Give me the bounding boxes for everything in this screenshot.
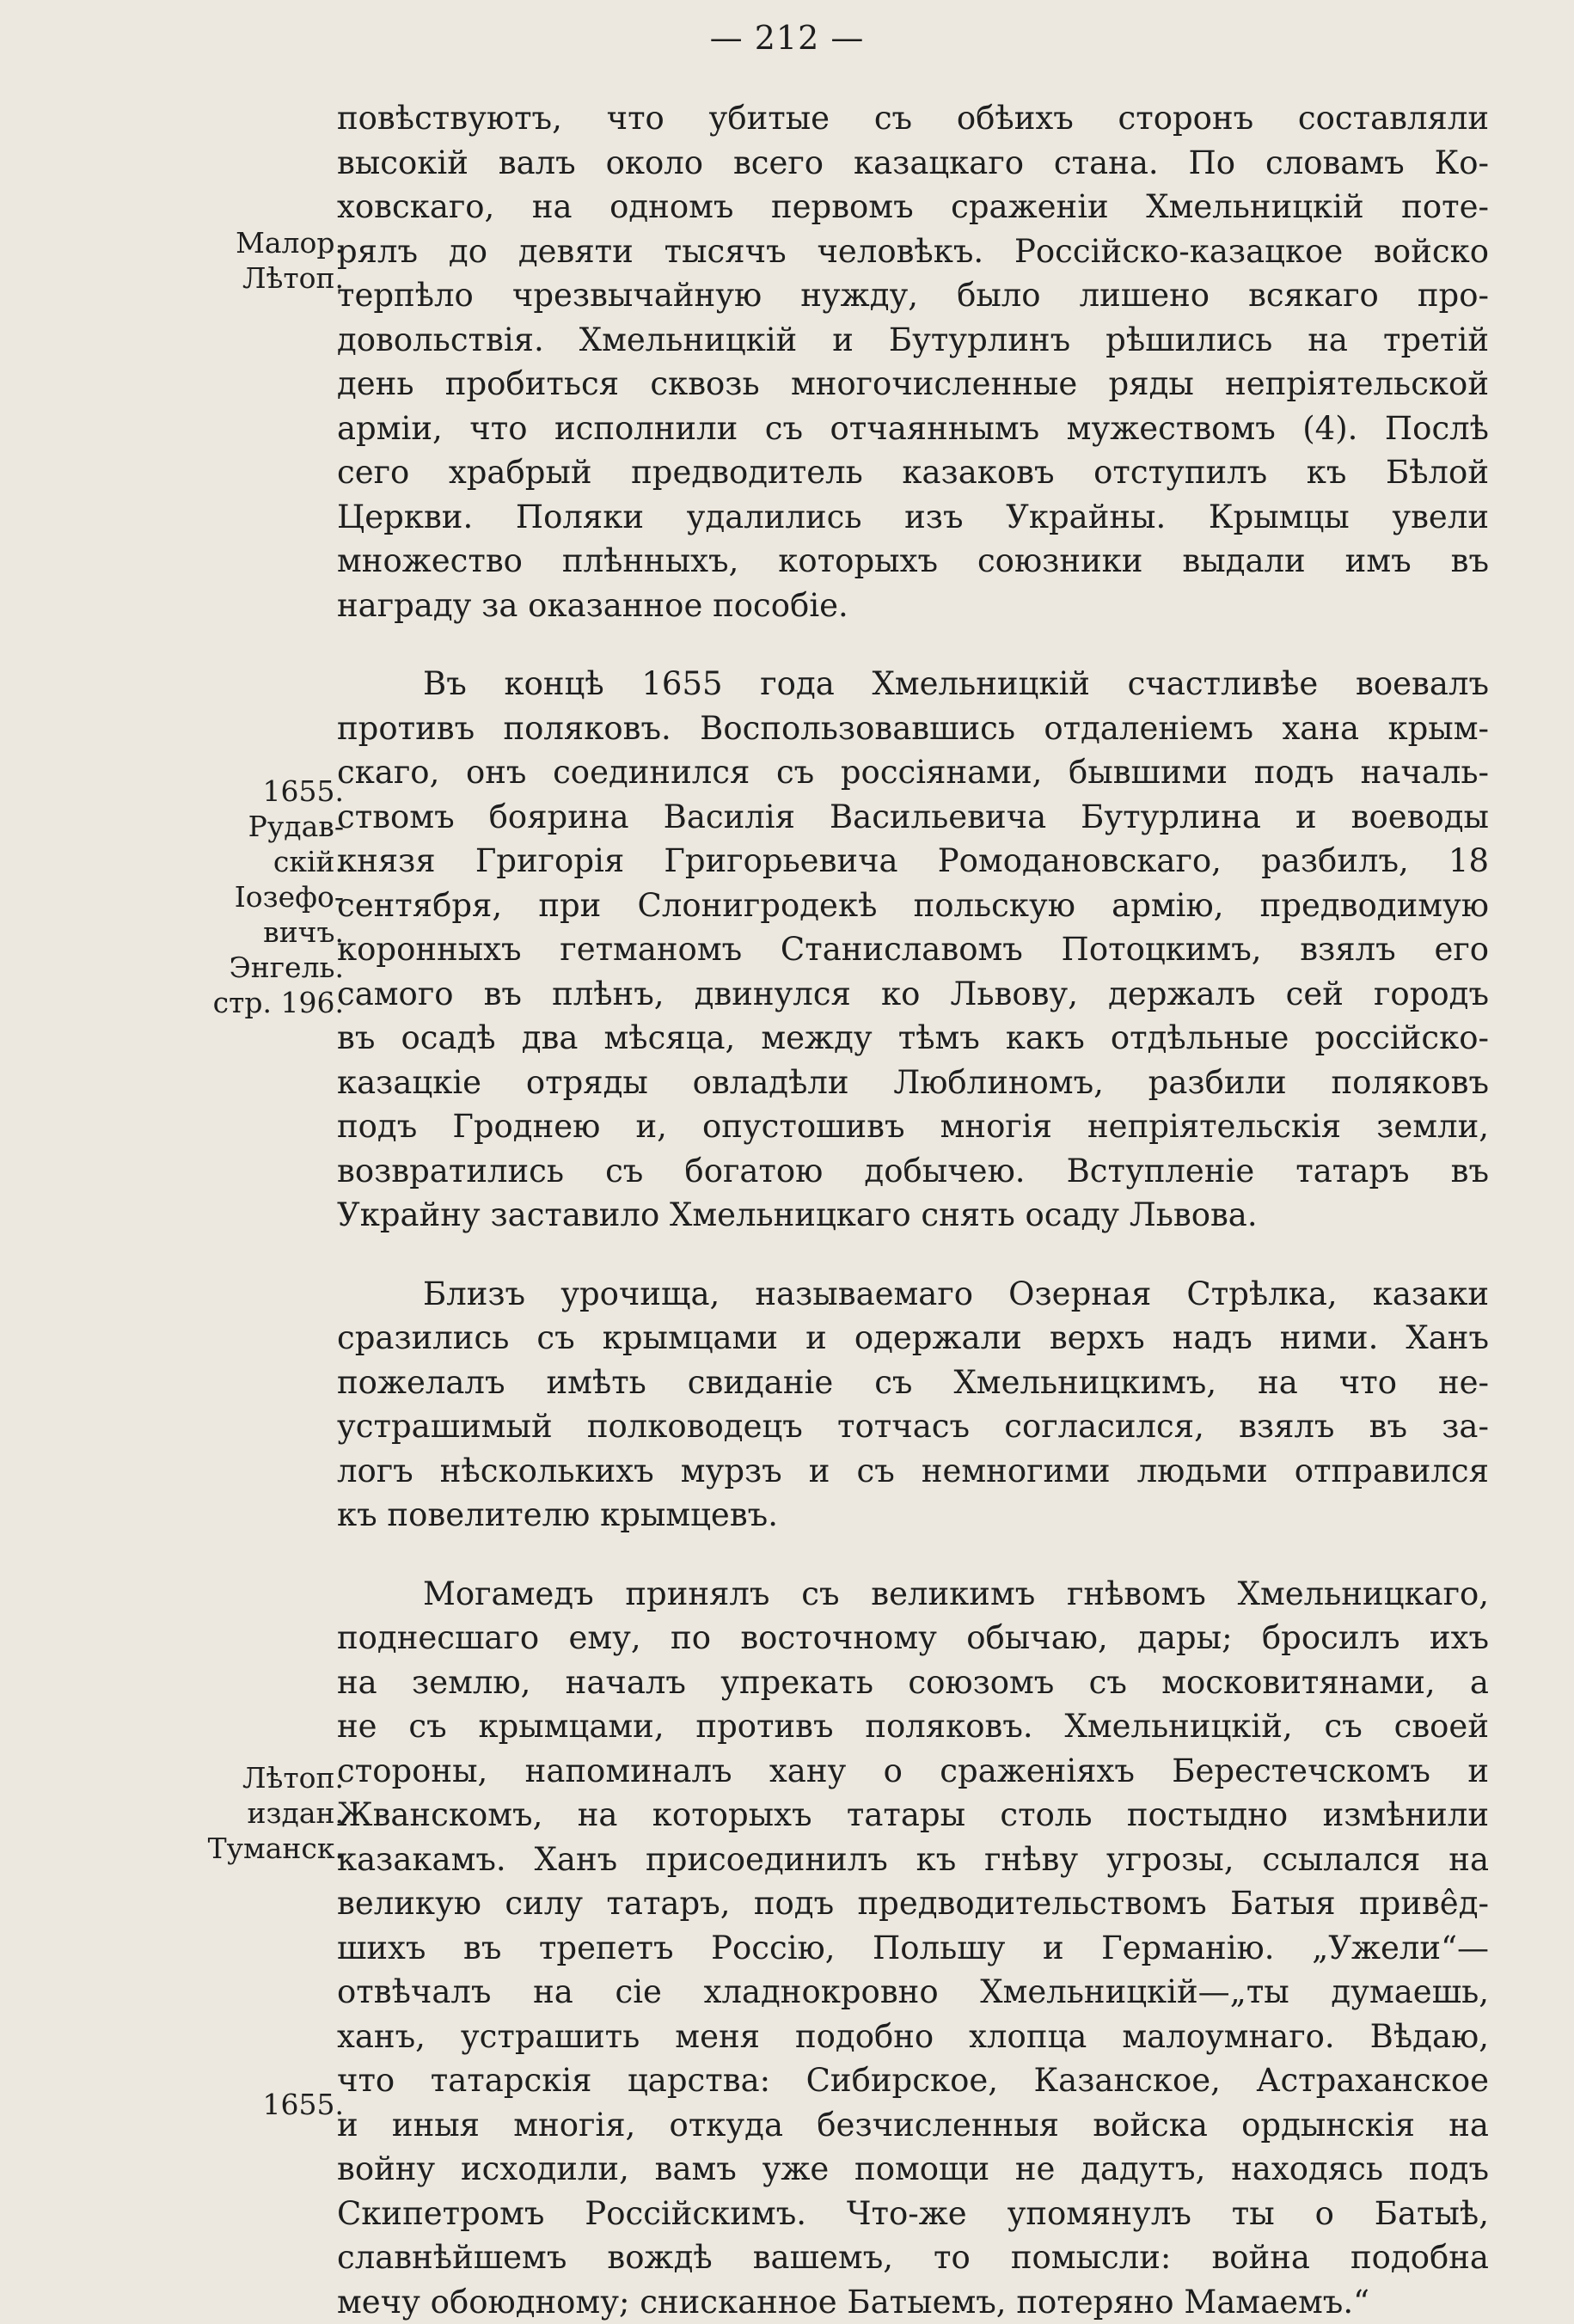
- text-line: князя Григорія Григорьевича Ромодановскаго, разбилъ, 18: [337, 839, 1489, 884]
- text-line: войну исходили, вамъ уже помощи не дадутъ, находясь подъ: [337, 2147, 1489, 2192]
- text-line: награду за оказанное пособіе.: [337, 584, 1489, 628]
- text-line: что татарскія царства: Сибирское, Казанское, Астраханское: [337, 2058, 1489, 2103]
- text-line: повѣствуютъ, что убитые съ обѣихъ сторонъ составляли: [337, 96, 1489, 141]
- text-line: Жванскомъ, на которыхъ татары столь постыдно измѣнили: [337, 1793, 1489, 1838]
- text-line: казакамъ. Ханъ присоединилъ къ гнѣву угрозы, ссылался на: [337, 1838, 1489, 1882]
- page-number: — 212 —: [0, 19, 1574, 57]
- text-line: логъ нѣсколькихъ мурзъ и съ немногими людьми отправился: [337, 1449, 1489, 1494]
- text-line: возвратились съ богатою добычею. Вступленіе татаръ въ: [337, 1149, 1489, 1194]
- text-line: скаго, онъ соединился съ россіянами, бывшими подъ началь-: [337, 750, 1489, 795]
- text-line: Въ концѣ 1655 года Хмельницкій счастливѣе воевалъ: [337, 662, 1489, 706]
- text-line: и иныя многія, откуда безчисленныя войска ордынскія на: [337, 2103, 1489, 2148]
- text-line: сего храбрый предводитель казаковъ отступилъ къ Бѣлой: [337, 450, 1489, 495]
- text-line: день пробиться сквозь многочисленные ряды непріятельской: [337, 362, 1489, 407]
- paragraph: [337, 1272, 1489, 1538]
- margin-note-line: Іозефо-: [172, 879, 344, 914]
- text-line: сентября, при Слонигродекѣ польскую армію, предводимую: [337, 884, 1489, 928]
- margin-note-line: Малор.: [172, 225, 344, 260]
- margin-note: [172, 774, 344, 1020]
- margin-note-line: вичъ.: [172, 914, 344, 950]
- margin-note-line: 1655.: [172, 774, 344, 809]
- text-line: отвѣчалъ на сіе хладнокровно Хмельницкій—„ты думаешь,: [337, 1970, 1489, 2015]
- margin-note: [172, 1760, 344, 1866]
- margin-note-line: Рудав-: [172, 809, 344, 844]
- text-line: къ повелителю крымцевъ.: [337, 1493, 1489, 1538]
- margin-note-line: 1655.: [172, 2087, 344, 2122]
- text-line: на землю, началъ упрекать союзомъ съ московитянами, а: [337, 1660, 1489, 1705]
- text-line: коронныхъ гетманомъ Станиславомъ Потоцкимъ, взялъ его: [337, 927, 1489, 972]
- text-line: устрашимый полководецъ тотчасъ согласился, взялъ въ за-: [337, 1404, 1489, 1449]
- text-line: шихъ въ трепетъ Россію, Польшу и Германію. „Ужели“—: [337, 1926, 1489, 1971]
- text-line: ханъ, устрашить меня подобно хлопца малоумнаго. Вѣдаю,: [337, 2015, 1489, 2059]
- margin-note-line: Лѣтоп.: [172, 1760, 344, 1795]
- text-line: поднесшаго ему, по восточному обычаю, дары; бросилъ ихъ: [337, 1616, 1489, 1660]
- paragraph: [337, 662, 1489, 1238]
- text-line: Украйну заставило Хмельницкаго снять осаду Львова.: [337, 1193, 1489, 1238]
- text-line: казацкіе отряды овладѣли Люблиномъ, разбили поляковъ: [337, 1061, 1489, 1105]
- text-line: рялъ до девяти тысячъ человѣкъ. Россійско-казацкое войско: [337, 229, 1489, 274]
- text-line: стороны, напоминалъ хану о сраженіяхъ Берестечскомъ и: [337, 1749, 1489, 1794]
- margin-note: [172, 225, 344, 296]
- text-line: противъ поляковъ. Воспользовавшись отдаленіемъ хана крым-: [337, 706, 1489, 751]
- text-line: Скипетромъ Россійскимъ. Что-же упомянулъ ты о Батыѣ,: [337, 2192, 1489, 2236]
- margin-note-line: издан.: [172, 1795, 344, 1831]
- text-line: самого въ плѣнъ, двинулся ко Львову, держалъ сей городъ: [337, 972, 1489, 1017]
- text-line: Церкви. Поляки удалились изъ Украйны. Крымцы увели: [337, 495, 1489, 540]
- margin-note-line: стр. 196.: [172, 985, 344, 1020]
- margin-note-line: Энгель.: [172, 950, 344, 985]
- text-line: Близъ урочища, называемаго Озерная Стрѣлка, казаки: [337, 1272, 1489, 1317]
- text-line: въ осадѣ два мѣсяца, между тѣмъ какъ отдѣльные россійско-: [337, 1016, 1489, 1061]
- text-line: довольствія. Хмельницкій и Бутурлинъ рѣшились на третій: [337, 318, 1489, 363]
- text-line: славнѣйшемъ вождѣ вашемъ, то помысли: война подобна: [337, 2235, 1489, 2280]
- text-line: терпѣло чрезвычайную нужду, было лишено всякаго про-: [337, 273, 1489, 318]
- text-line: мечу обоюдному; снисканное Батыемъ, потеряно Мамаемъ.“: [337, 2280, 1489, 2324]
- text-line: ховскаго, на одномъ первомъ сраженіи Хмельницкій поте-: [337, 185, 1489, 229]
- margin-note: [172, 2087, 344, 2122]
- text-line: подъ Гроднею и, опустошивъ многія непріятельскія земли,: [337, 1104, 1489, 1149]
- paragraph: [337, 96, 1489, 627]
- paragraph: [337, 1572, 1489, 2324]
- main-text: [337, 96, 1489, 2324]
- margin-note-line: Туманск.: [172, 1831, 344, 1866]
- text-line: высокій валъ около всего казацкаго стана. По словамъ Ко-: [337, 141, 1489, 186]
- text-line: великую силу татаръ, подъ предводительствомъ Батыя приве̂д-: [337, 1881, 1489, 1926]
- margin-note-line: скій.: [172, 844, 344, 879]
- text-line: ствомъ боярина Василія Васильевича Бутурлина и воеводы: [337, 795, 1489, 840]
- text-line: множество плѣнныхъ, которыхъ союзники выдали имъ въ: [337, 539, 1489, 584]
- text-line: арміи, что исполнили съ отчаяннымъ мужествомъ (4). Послѣ: [337, 407, 1489, 451]
- text-line: не съ крымцами, противъ поляковъ. Хмельницкій, съ своей: [337, 1704, 1489, 1749]
- text-line: сразились съ крымцами и одержали верхъ надъ ними. Ханъ: [337, 1316, 1489, 1361]
- margin-note-line: Лѣтоп.: [172, 260, 344, 296]
- text-line: Могамедъ принялъ съ великимъ гнѣвомъ Хмельницкаго,: [337, 1572, 1489, 1617]
- text-line: пожелалъ имѣть свиданіе съ Хмельницкимъ, на что не-: [337, 1361, 1489, 1405]
